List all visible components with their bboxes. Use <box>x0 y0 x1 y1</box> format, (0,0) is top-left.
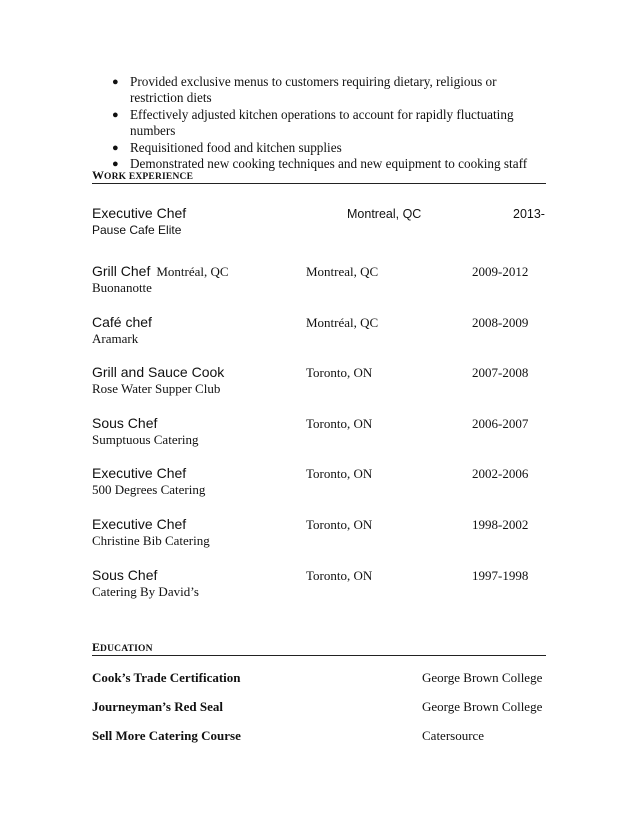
job-company: Catering By David’s <box>92 584 199 599</box>
list-item: ● Provided exclusive menus to customers requiring dietary, religious or restriction diets <box>112 74 497 106</box>
job-company: Christine Bib Catering <box>92 533 210 548</box>
job-dates: 2013- <box>513 207 545 221</box>
education-entry <box>92 699 546 715</box>
job-location: Toronto, ON <box>306 466 373 481</box>
school-name: George Brown College <box>422 670 543 685</box>
job-dates: 2007-2008 <box>472 365 529 380</box>
job-entry <box>92 465 546 499</box>
bullet-icon: ● <box>112 141 119 154</box>
school-name: George Brown College <box>422 699 543 714</box>
certification-name: Cook’s Trade Certification <box>92 670 241 685</box>
job-location: Toronto, ON <box>306 568 373 583</box>
job-entry <box>92 364 546 398</box>
job-title: Café chef <box>92 314 152 330</box>
job-entry <box>92 205 546 239</box>
bullet-icon: ● <box>112 158 119 171</box>
job-entry <box>92 516 546 550</box>
education-entry <box>92 728 546 744</box>
certification-name: Journeyman’s Red Seal <box>92 699 223 714</box>
work-experience-heading: WORK EXPERIENCE <box>92 168 546 184</box>
education-entry <box>92 670 546 686</box>
list-item: ● Requisitioned food and kitchen supplies <box>112 139 342 155</box>
job-title: Grill Chef Montréal, QC <box>92 263 229 279</box>
job-title: Executive Chef <box>92 516 187 532</box>
bullet-icon: ● <box>112 108 119 121</box>
job-dates: 2002-2006 <box>472 466 529 481</box>
list-item: ● Effectively adjusted kitchen operations to account for rapidly fluctuating numbers <box>112 106 514 139</box>
education-heading: EDUCATION <box>92 640 546 656</box>
job-dates: 2006-2007 <box>472 416 529 431</box>
job-dates: 1998-2002 <box>472 517 529 532</box>
job-title: Grill and Sauce Cook <box>92 364 225 380</box>
job-company: Buonanotte <box>92 280 152 295</box>
certification-name: Sell More Catering Course <box>92 728 241 743</box>
responsibilities-list <box>110 74 550 172</box>
job-title: Executive Chef <box>92 465 187 481</box>
job-company: Pause Cafe Elite <box>92 223 182 237</box>
job-title: Sous Chef <box>92 415 158 431</box>
job-entry <box>92 263 546 297</box>
job-entry <box>92 415 546 449</box>
list-item: ● Demonstrated new cooking techniques and new equipment to cooking staff <box>112 156 528 172</box>
job-company: 500 Degrees Catering <box>92 482 206 497</box>
job-title: Sous Chef <box>92 567 158 583</box>
job-company: Sumptuous Catering <box>92 432 199 447</box>
job-location: Montréal, QC <box>306 315 379 330</box>
job-location: Montreal, QC <box>347 207 422 221</box>
job-dates: 1997-1998 <box>472 568 529 583</box>
job-title: Executive Chef <box>92 205 187 221</box>
job-location: Montreal, QC <box>306 264 379 279</box>
job-entry <box>92 567 546 601</box>
job-company: Aramark <box>92 331 139 346</box>
bullet-icon: ● <box>112 76 119 88</box>
job-location: Toronto, ON <box>306 365 373 380</box>
job-location: Toronto, ON <box>306 517 373 532</box>
job-location: Toronto, ON <box>306 416 373 431</box>
job-company: Rose Water Supper Club <box>92 381 221 396</box>
school-name: Catersource <box>422 728 485 743</box>
job-dates: 2008-2009 <box>472 315 529 330</box>
job-entry <box>92 314 546 348</box>
job-dates: 2009-2012 <box>472 264 529 279</box>
